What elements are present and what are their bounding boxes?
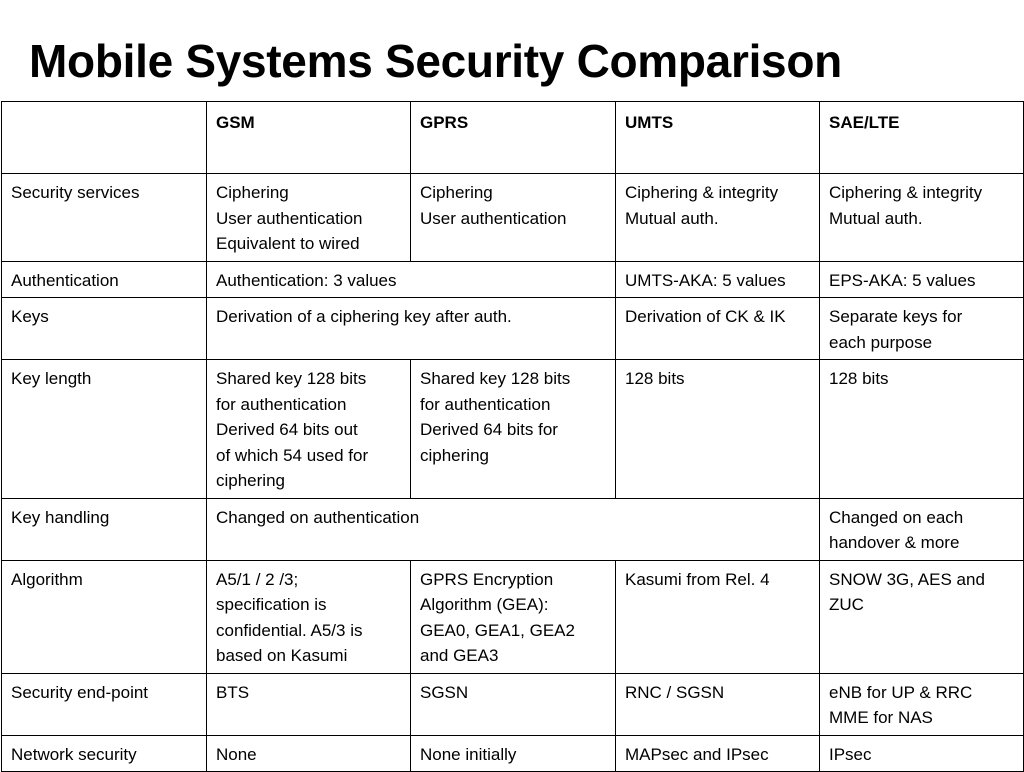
- cell-authentication-lte: EPS-AKA: 5 values: [820, 261, 1024, 298]
- cell-key-length-gprs: Shared key 128 bits for authentication Derived 64 bits for ciphering: [411, 360, 616, 499]
- cell-network-security-lte: IPsec: [820, 735, 1024, 772]
- cell-security-end-point-umts: RNC / SGSN: [616, 673, 820, 735]
- header-cell-sae-lte: SAE/LTE: [820, 102, 1024, 174]
- header-cell-gprs: GPRS: [411, 102, 616, 174]
- header-cell-gsm: GSM: [207, 102, 411, 174]
- cell-algorithm-gprs: GPRS Encryption Algorithm (GEA): GEA0, GEA1, GEA2 and GEA3: [411, 560, 616, 673]
- cell-algorithm-umts: Kasumi from Rel. 4: [616, 560, 820, 673]
- cell-network-security-gsm: None: [207, 735, 411, 772]
- table-row-keys: [2, 298, 1024, 360]
- cell-keys-lte: Separate keys for each purpose: [820, 298, 1024, 360]
- cell-security-services-lte: Ciphering & integrity Mutual auth.: [820, 174, 1024, 262]
- cell-key-length-umts: 128 bits: [616, 360, 820, 499]
- header-cell-umts: UMTS: [616, 102, 820, 174]
- row-label-key-length: Key length: [2, 360, 207, 499]
- slide-title: Mobile Systems Security Comparison: [29, 35, 842, 87]
- cell-keys-gsm-gprs: Derivation of a ciphering key after auth.: [207, 298, 616, 360]
- cell-key-handling-lte: Changed on each handover & more: [820, 498, 1024, 560]
- row-label-security-services: Security services: [2, 174, 207, 262]
- row-label-authentication: Authentication: [2, 261, 207, 298]
- table-row-authentication: [2, 261, 1024, 298]
- row-label-security-end-point: Security end-point: [2, 673, 207, 735]
- cell-network-security-umts: MAPsec and IPsec: [616, 735, 820, 772]
- row-label-key-handling: Key handling: [2, 498, 207, 560]
- table-row-key-length: [2, 360, 1024, 499]
- cell-security-services-gprs: Ciphering User authentication: [411, 174, 616, 262]
- cell-security-end-point-gprs: SGSN: [411, 673, 616, 735]
- cell-algorithm-lte: SNOW 3G, AES and ZUC: [820, 560, 1024, 673]
- cell-authentication-gsm-gprs: Authentication: 3 values: [207, 261, 616, 298]
- row-label-algorithm: Algorithm: [2, 560, 207, 673]
- table-row-security-end-point: [2, 673, 1024, 735]
- cell-authentication-umts: UMTS-AKA: 5 values: [616, 261, 820, 298]
- table-row-network-security: [2, 735, 1024, 772]
- table-row-key-handling: [2, 498, 1024, 560]
- row-label-network-security: Network security: [2, 735, 207, 772]
- table-row-security-services: [2, 174, 1024, 262]
- table-row-algorithm: [2, 560, 1024, 673]
- cell-security-services-umts: Ciphering & integrity Mutual auth.: [616, 174, 820, 262]
- security-comparison-table: [1, 101, 1024, 772]
- cell-key-handling-gsm-gprs-umts: Changed on authentication: [207, 498, 820, 560]
- cell-keys-umts: Derivation of CK & IK: [616, 298, 820, 360]
- table-header-row: [2, 102, 1024, 174]
- cell-key-length-lte: 128 bits: [820, 360, 1024, 499]
- cell-network-security-gprs: None initially: [411, 735, 616, 772]
- cell-key-length-gsm: Shared key 128 bits for authentication Derived 64 bits out of which 54 used for ciphering: [207, 360, 411, 499]
- cell-algorithm-gsm: A5/1 / 2 /3; specification is confidential. A5/3 is based on Kasumi: [207, 560, 411, 673]
- cell-security-services-gsm: Ciphering User authentication Equivalent to wired: [207, 174, 411, 262]
- cell-security-end-point-lte: eNB for UP & RRC MME for NAS: [820, 673, 1024, 735]
- cell-security-end-point-gsm: BTS: [207, 673, 411, 735]
- row-label-keys: Keys: [2, 298, 207, 360]
- header-cell-empty: [2, 102, 207, 174]
